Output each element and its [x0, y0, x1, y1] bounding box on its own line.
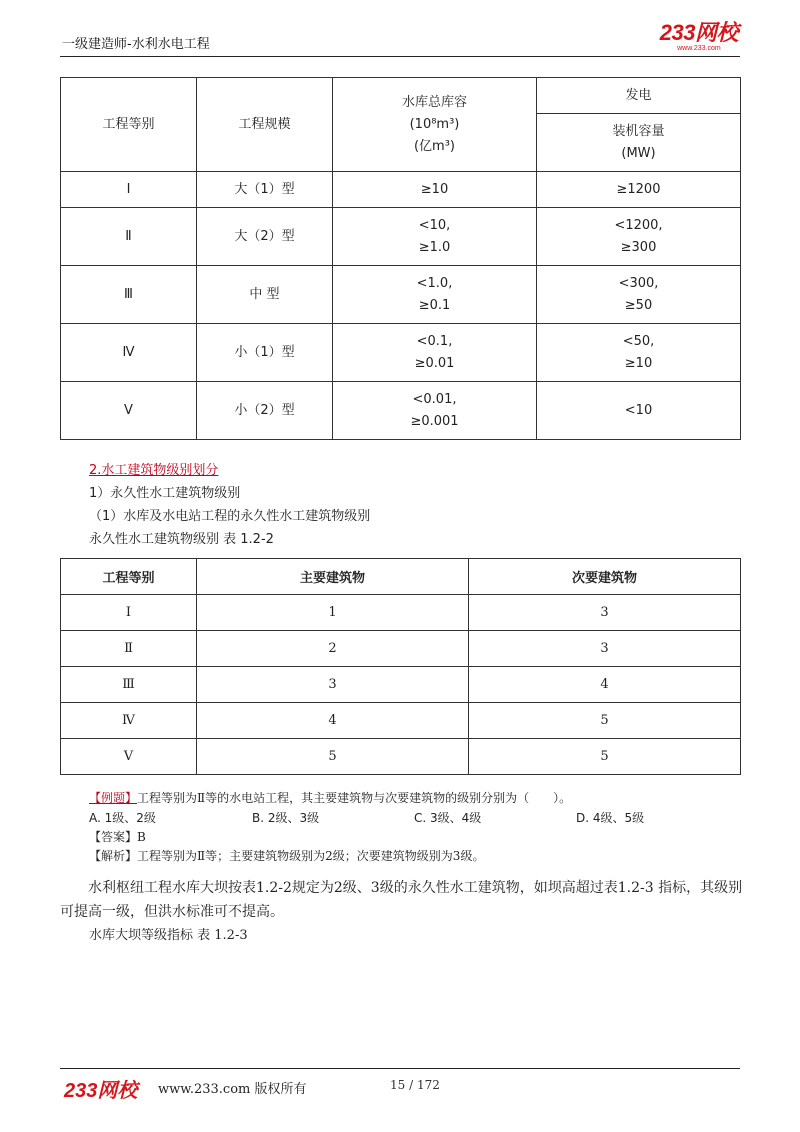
- capacity-value: <1.0,: [416, 275, 453, 291]
- body-paragraph: 水利枢纽工程水库大坝按表1.2-2规定为2级、3级的永久性水工建筑物，如坝高超过表1.2-3 指标，其级别可提高一级，但洪水标准可不提高。: [60, 880, 743, 920]
- main-level-cell: 1: [197, 595, 469, 631]
- power-cell: [537, 382, 741, 440]
- power-cell: [537, 324, 741, 382]
- capacity-value: ≥1.0: [418, 239, 451, 255]
- header-installed-unit: (MW): [621, 145, 656, 161]
- power-value: ≥300: [620, 239, 657, 255]
- analysis-text: 工程等别为Ⅱ等；主要建筑物级别为2级；次要建筑物级别为3级。: [137, 849, 485, 863]
- capacity-cell: [333, 382, 537, 440]
- power-cell: [537, 266, 741, 324]
- capacity-cell: [333, 324, 537, 382]
- footer-logo[interactable]: 233网校: [64, 1080, 138, 1102]
- grade-cell: Ⅲ: [61, 266, 197, 324]
- header-installed: [537, 114, 741, 172]
- building-grade-table: [60, 558, 741, 775]
- analysis-line: [89, 847, 484, 864]
- header-scale: 工程规模: [197, 78, 333, 172]
- capacity-value: ≥0.1: [418, 297, 451, 313]
- option-c: C. 3级、4级: [414, 811, 482, 825]
- answer-value: B: [137, 830, 146, 844]
- footer-copyright: www.233.com 版权所有: [158, 1082, 307, 1097]
- power-value: <300,: [618, 275, 659, 291]
- capacity-value: ≥0.01: [414, 355, 455, 371]
- section-line-2: （1）水库及水电站工程的永久性水工建筑物级别: [89, 509, 371, 524]
- capacity-value: <0.1,: [416, 333, 453, 349]
- header-grade: 工程等别: [61, 78, 197, 172]
- secondary-level-cell: 4: [469, 667, 741, 703]
- table-row: [61, 172, 741, 208]
- scale-cell: 大（1）型: [197, 172, 333, 208]
- capacity-cell: [333, 172, 537, 208]
- header-capacity: [333, 78, 537, 172]
- grade-cell: Ⅴ: [61, 382, 197, 440]
- table-row: [61, 595, 741, 631]
- power-value: <50,: [622, 333, 655, 349]
- table-row: [61, 266, 741, 324]
- power-value: ≥10: [624, 355, 653, 371]
- footer-divider: [60, 1068, 740, 1069]
- table-row: [61, 631, 741, 667]
- table-row: [61, 208, 741, 266]
- section-heading[interactable]: 2.水工建筑物级别划分: [89, 463, 219, 478]
- document-header-title: 一级建造师-水利水电工程: [62, 37, 210, 52]
- brand-logo-text: 233网校: [659, 20, 738, 45]
- header-power: 发电: [537, 78, 741, 114]
- header-capacity-unit-cn: (亿m³): [413, 138, 456, 154]
- main-level-cell: 3: [197, 667, 469, 703]
- power-value: <1200,: [614, 217, 663, 233]
- secondary-level-cell: 5: [469, 739, 741, 775]
- scale-cell: 小（2）型: [197, 382, 333, 440]
- secondary-level-cell: 3: [469, 595, 741, 631]
- header-installed-title: 装机容量: [612, 123, 665, 139]
- grade-cell: Ⅳ: [61, 703, 197, 739]
- power-cell: [537, 172, 741, 208]
- table-row: [61, 667, 741, 703]
- brand-logo-url: www.233.com: [677, 45, 721, 52]
- answer-label: 【答案】: [89, 830, 138, 844]
- header-main-building: 主要建筑物: [197, 559, 469, 595]
- table-row: [61, 382, 741, 440]
- table-row: [61, 324, 741, 382]
- table-row: [61, 739, 741, 775]
- answer-line: [89, 828, 146, 845]
- power-value: ≥50: [624, 297, 653, 313]
- grade-cell: Ⅱ: [61, 631, 197, 667]
- header-capacity-title: 水库总库容: [401, 94, 467, 110]
- capacity-cell: [333, 208, 537, 266]
- table-caption-2: 水库大坝等级指标 表 1.2-3: [89, 928, 248, 943]
- capacity-value: ≥10: [420, 181, 449, 197]
- table-caption: 永久性水工建筑物级别 表 1.2-2: [89, 532, 274, 547]
- example-label: 【例题】: [89, 791, 138, 805]
- option-b: B. 2级、3级: [252, 811, 320, 825]
- scale-cell: 中 型: [197, 266, 333, 324]
- page-number: 15 / 172: [390, 1078, 440, 1092]
- header-secondary-building: 次要建筑物: [469, 559, 741, 595]
- grade-cell: Ⅳ: [61, 324, 197, 382]
- header-capacity-unit: (10⁸m³): [409, 116, 460, 132]
- table-row: [61, 703, 741, 739]
- grade-cell: Ⅲ: [61, 667, 197, 703]
- scale-cell: 大（2）型: [197, 208, 333, 266]
- brand-logo[interactable]: [660, 22, 738, 52]
- grade-cell: Ⅰ: [61, 595, 197, 631]
- example-question-text: 工程等别为Ⅱ等的水电站工程，其主要建筑物与次要建筑物的级别分别为（ ）。: [137, 791, 572, 805]
- main-level-cell: 4: [197, 703, 469, 739]
- option-d: D. 4级、5级: [576, 811, 645, 825]
- capacity-cell: [333, 266, 537, 324]
- capacity-value: <10,: [418, 217, 451, 233]
- power-cell: [537, 208, 741, 266]
- example-question: [89, 789, 571, 806]
- capacity-value: <0.01,: [412, 391, 457, 407]
- header-project-grade: 工程等别: [61, 559, 197, 595]
- option-a: A. 1级、2级: [89, 811, 156, 825]
- grade-cell: Ⅴ: [61, 739, 197, 775]
- grade-cell: Ⅰ: [61, 172, 197, 208]
- secondary-level-cell: 5: [469, 703, 741, 739]
- grade-cell: Ⅱ: [61, 208, 197, 266]
- power-value: <10: [624, 402, 653, 418]
- secondary-level-cell: 3: [469, 631, 741, 667]
- main-level-cell: 2: [197, 631, 469, 667]
- project-grade-table: [60, 77, 741, 440]
- section-line-1: 1）永久性水工建筑物级别: [89, 486, 241, 501]
- analysis-label: 【解析】: [89, 849, 138, 863]
- main-level-cell: 5: [197, 739, 469, 775]
- table-header-row: [61, 559, 741, 595]
- power-value: ≥1200: [616, 181, 661, 197]
- scale-cell: 小（1）型: [197, 324, 333, 382]
- header-divider: [60, 56, 740, 57]
- capacity-value: ≥0.001: [410, 413, 459, 429]
